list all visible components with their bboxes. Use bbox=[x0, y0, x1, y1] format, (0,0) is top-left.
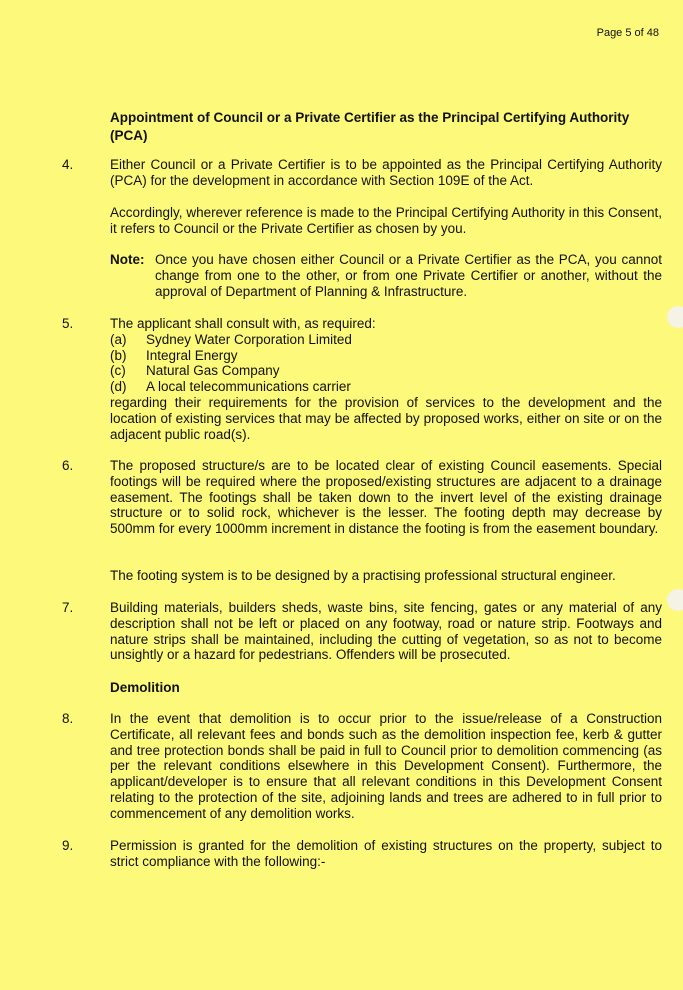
condition-number-6: 6. bbox=[62, 458, 74, 473]
condition-4-paragraph-1: Either Council or a Private Certifier is to be appointed as the Principal Certifying Authority (PCA) for the development in accordance with Section 109E of the Act. bbox=[110, 157, 662, 188]
condition-number-8: 8. bbox=[62, 711, 74, 726]
condition-number-4: 4. bbox=[62, 157, 74, 172]
condition-4-paragraph-2: Accordingly, wherever reference is made to the Principal Certifying Authority in this Consent, it refers to Council or the Private Certifier as chosen by you. bbox=[110, 205, 662, 236]
condition-number-9: 9. bbox=[62, 838, 74, 853]
heading-pca: Appointment of Council or a Private Certifier as the Principal Certifying Authority (PCA) bbox=[110, 110, 630, 143]
condition-5-intro: The applicant shall consult with, as required: bbox=[110, 316, 376, 331]
condition-4-note bbox=[110, 252, 662, 299]
list-item: (a) Sydney Water Corporation Limited bbox=[110, 332, 352, 347]
condition-number-7: 7. bbox=[62, 600, 74, 615]
condition-7-paragraph: Building materials, builders sheds, waste bins, site fencing, gates or any material of any description shall not be left or placed on any footway, road or nature strip. Footways and nature strips shall be maintained, including the cutting of vegetation, so as not to become unsightly or a hazard for pedestrians. Offenders will be prosecuted. bbox=[110, 600, 662, 663]
heading-demolition: Demolition bbox=[110, 680, 180, 695]
condition-5-outro: regarding their requirements for the provision of services to the development and the location of existing services that may be affected by proposed works, either on site or on the adjacent public road(s). bbox=[110, 395, 662, 442]
condition-6-paragraph-2: The footing system is to be designed by a practising professional structural engineer. bbox=[110, 568, 616, 583]
note-label: Note: bbox=[110, 252, 145, 267]
note-text: Once you have chosen either Council or a Private Certifier as the PCA, you cannot change from one to the other, or from one Private Certifier or another, without the approval of Department of Planning & Infrastructure. bbox=[155, 252, 662, 299]
page-number: Page 5 of 48 bbox=[596, 27, 659, 39]
condition-number-5: 5. bbox=[62, 316, 74, 331]
condition-9-paragraph: Permission is granted for the demolition of existing structures on the property, subject to strict compliance with the following:- bbox=[110, 838, 662, 869]
punch-hole bbox=[667, 589, 683, 611]
consultation-list bbox=[110, 332, 662, 394]
list-item: (c) Natural Gas Company bbox=[110, 363, 280, 379]
list-item: (d) A local telecommunications carrier bbox=[110, 378, 351, 394]
condition-6-paragraph-1: The proposed structure/s are to be located clear of existing Council easements. Special footings will be required where the proposed/existing structures are adjacent to a drainage easement. The footings shall be taken down to the invert level of the existing drainage structure or to solid rock, whichever is the lesser. The footing depth may decrease by 500mm for every 1000mm increment in distance the footing is from the easement boundary. bbox=[110, 458, 662, 537]
list-item: (b) Integral Energy bbox=[110, 347, 238, 363]
punch-hole bbox=[667, 306, 683, 328]
condition-8-paragraph: In the event that demolition is to occur prior to the issue/release of a Construction Certificate, all relevant fees and bonds such as the demolition inspection fee, kerb & gutter and tree protection bonds shall be paid in full to Council prior to demolition commencing (as per the relevant conditions elsewhere in this Development Consent). Furthermore, the applicant/developer is to ensure that all relevant conditions in this Development Consent relating to the protection of the site, adjoining lands and trees are adhered to in full prior to commencement of any demolition works. bbox=[110, 711, 662, 821]
